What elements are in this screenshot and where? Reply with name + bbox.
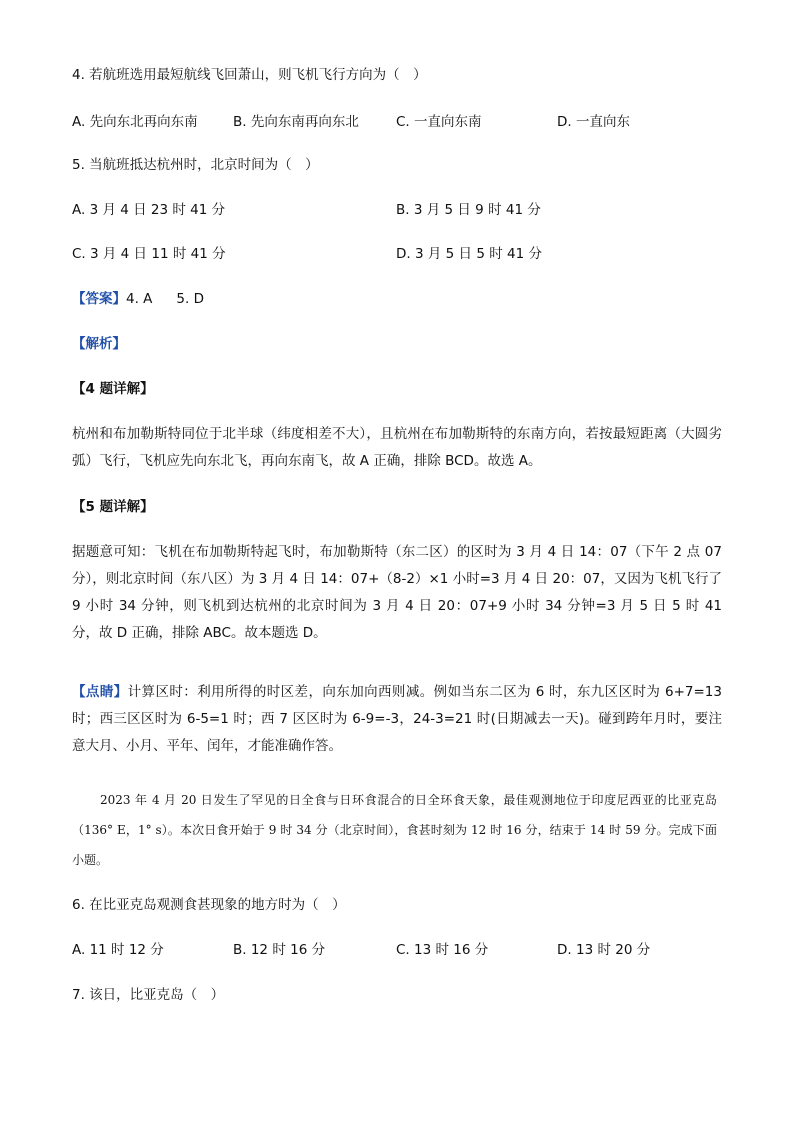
- question-4-option-b: B. 先向东南再向东北: [233, 114, 359, 130]
- answer-4: 4. A: [126, 291, 153, 307]
- detail-5-tag: 【5 题详解】: [72, 499, 154, 515]
- question-5-option-a: A. 3 月 4 日 23 时 41 分: [72, 202, 226, 218]
- question-5-option-d: D. 3 月 5 日 5 时 41 分: [396, 246, 542, 262]
- question-7-stem: 7. 该日，比亚克岛（ ）: [72, 987, 225, 1003]
- question-5-option-b: B. 3 月 5 日 9 时 41 分: [396, 202, 541, 218]
- answer-line: [72, 290, 204, 308]
- question-6-stem: 6. 在比亚克岛观测食甚现象的地方时为（ ）: [72, 897, 346, 913]
- material-paragraph: 2023 年 4 月 20 日发生了罕见的日全食与日环食混合的日全环食天象，最佳观测地位于印度尼西亚的比亚克岛（136° E，1° s）。本次日食开始于 9 时 34 分（北京时间），食甚时刻为 12 时 16 分，结束于 14 时 59 分。完成下面小题。: [72, 793, 717, 867]
- question-5-stem: 5. 当航班抵达杭州时，北京时间为（ ）: [72, 157, 319, 173]
- question-4-option-c: C. 一直向东南: [396, 114, 482, 130]
- detail-5-text: 据题意可知：飞机在布加勒斯特起飞时，布加勒斯特（东二区）的区时为 3 月 4 日 14：07（下午 2 点 07 分），则北京时间（东八区）为 3 月 4 日 14：07+（8-2）×1 小时=3 月 4 日 20：07，又因为飞机飞行了 9 小时 34 分钟，则飞机到达杭州的北京时间为 3 月 4 日 20：07+9 小时 34 分钟=3 月 5 日 5 时 41 分，故 D 正确，排除 ABC。故本题选 D。: [72, 544, 722, 641]
- tip-text: 计算区时：利用所得的时区差，向东加向西则减。例如当东二区为 6 时，东九区区时为 6+7=13 时；西三区区时为 6-5=1 时；西 7 区区时为 6-9=-3，24-3=21 时(日期减去一天)。碰到跨年月时，要注意大月、小月、平年、闰年，才能准确作答。: [72, 684, 722, 754]
- question-6-option-c: C. 13 时 16 分: [396, 942, 489, 958]
- answer-tag: 【答案】: [72, 291, 126, 307]
- question-5-option-c: C. 3 月 4 日 11 时 41 分: [72, 246, 226, 262]
- analysis-tag: 【解析】: [72, 336, 126, 352]
- question-4-option-a: A. 先向东北再向东南: [72, 114, 198, 130]
- tip-tag: 【点睛】: [72, 684, 128, 700]
- question-6-option-a: A. 11 时 12 分: [72, 942, 164, 958]
- question-6-option-d: D. 13 时 20 分: [557, 942, 651, 958]
- question-4-option-d: D. 一直向东: [557, 114, 630, 130]
- question-6-option-b: B. 12 时 16 分: [233, 942, 326, 958]
- detail-4-tag: 【4 题详解】: [72, 381, 154, 397]
- answer-5: 5. D: [176, 291, 204, 307]
- tip-paragraph: [72, 679, 722, 760]
- question-4-stem: 4. 若航班选用最短航线飞回萧山，则飞机飞行方向为（ ）: [72, 67, 427, 83]
- detail-4-text: 杭州和布加勒斯特同位于北半球（纬度相差不大），且杭州在布加勒斯特的东南方向，若按最短距离（大圆劣弧）飞行，飞机应先向东北飞，再向东南飞，故 A 正确，排除 BCD。故选 A。: [72, 426, 722, 469]
